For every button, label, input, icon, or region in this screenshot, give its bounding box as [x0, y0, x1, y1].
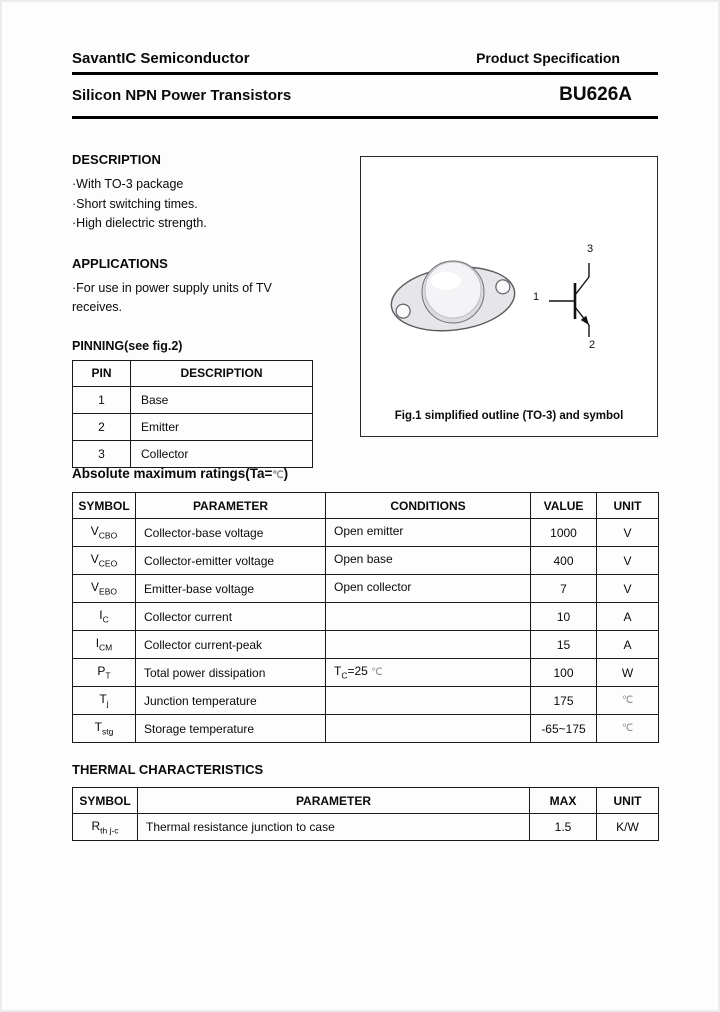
max-cell: 1.5: [530, 814, 597, 841]
conditions-cell: [326, 631, 531, 659]
ratings-row: [73, 631, 659, 659]
col-header-parameter: PARAMETER: [136, 493, 326, 519]
parameter-cell: Collector current: [136, 603, 326, 631]
ratings-row: [73, 659, 659, 687]
page-header: [72, 50, 658, 67]
symbol-cell: $R_{th j-c}$: [73, 814, 138, 841]
left-column: [72, 152, 324, 468]
npn-transistor-symbol-icon: [547, 257, 597, 345]
pin-number-cell: 3: [73, 440, 131, 467]
value-cell: 7: [531, 575, 597, 603]
header-rule: [72, 72, 658, 75]
unit-cell: ℃: [597, 715, 659, 743]
unit-cell: K/W: [597, 814, 659, 841]
ratings-row: [73, 547, 659, 575]
base-pin-label: 1: [533, 291, 540, 303]
symbol-cell: $I_{CM}$: [73, 631, 136, 659]
symbol-cell: $V_{CBO}$: [73, 519, 136, 547]
applications-item: ·For use in power supply units of TV receives.: [72, 280, 272, 314]
thermal-row: [73, 814, 659, 841]
product-spec-label: Product Specification: [476, 50, 620, 66]
ratings-heading-close: ): [283, 466, 289, 481]
pin-description-cell: Collector: [131, 440, 313, 467]
applications-list: [72, 279, 324, 318]
title-rule: [72, 116, 658, 119]
symbol-cell: $V_{EBO}$: [73, 575, 136, 603]
unit-cell: V: [597, 575, 659, 603]
description-col-header: DESCRIPTION: [131, 360, 313, 386]
company-name: SavantIC Semiconductor: [72, 50, 250, 67]
value-cell: 15: [531, 631, 597, 659]
part-number: BU626A: [559, 84, 632, 105]
applications-heading: APPLICATIONS: [72, 255, 168, 271]
parameter-cell: Storage temperature: [136, 715, 326, 743]
parameter-cell: Collector-emitter voltage: [136, 547, 326, 575]
description-item: ·Short switching times.: [72, 196, 198, 211]
pinning-row: [73, 386, 313, 413]
pinning-row: [73, 413, 313, 440]
conditions-cell: Open collector: [326, 575, 531, 603]
unit-cell: ℃: [597, 687, 659, 715]
title-row: [72, 84, 658, 106]
thermal-table: [72, 787, 659, 841]
pin-number-cell: 1: [73, 386, 131, 413]
unit-cell: A: [597, 631, 659, 659]
parameter-cell: Junction temperature: [136, 687, 326, 715]
ratings-row: [73, 687, 659, 715]
unit-cell: V: [597, 519, 659, 547]
value-cell: -65~175: [531, 715, 597, 743]
value-cell: 1000: [531, 519, 597, 547]
conditions-cell: $T_C=25$ ℃: [326, 659, 531, 687]
description-item: ·High dielectric strength.: [72, 216, 207, 230]
parameter-cell: Total power dissipation: [136, 659, 326, 687]
ratings-table: [72, 492, 659, 743]
col-header-value: VALUE: [531, 493, 597, 519]
parameter-cell: Thermal resistance junction to case: [138, 814, 530, 841]
to3-package-drawing: [387, 251, 519, 343]
value-cell: 100: [531, 659, 597, 687]
col-header-parameter: PARAMETER: [138, 788, 530, 814]
parameter-cell: Emitter-base voltage: [136, 575, 326, 603]
unit-cell: A: [597, 603, 659, 631]
col-header-unit: UNIT: [597, 788, 659, 814]
symbol-cell: $T_j$: [73, 687, 136, 715]
ratings-heading: [72, 466, 288, 481]
col-header-max: MAX: [530, 788, 597, 814]
unit-cell: W: [597, 659, 659, 687]
pinning-header-row: [73, 360, 313, 386]
col-header-unit: UNIT: [597, 493, 659, 519]
ratings-row: [73, 575, 659, 603]
conditions-cell: Open base: [326, 547, 531, 575]
pin-description-cell: Base: [131, 386, 313, 413]
ratings-row: [73, 603, 659, 631]
description-heading: DESCRIPTION: [72, 152, 161, 167]
figure-caption: Fig.1 simplified outline (TO-3) and symbol: [394, 410, 624, 422]
value-cell: 10: [531, 603, 597, 631]
unit-cell: V: [597, 547, 659, 575]
description-list: [72, 175, 324, 234]
ratings-row: [73, 715, 659, 743]
conditions-cell: [326, 687, 531, 715]
symbol-cell: $P_T$: [73, 659, 136, 687]
pin-description-cell: Emitter: [131, 413, 313, 440]
pinning-table: [72, 360, 313, 468]
pin-number-cell: 2: [73, 413, 131, 440]
value-cell: 400: [531, 547, 597, 575]
pin-col-header: PIN: [73, 360, 131, 386]
ratings-heading-text: Absolute maximum ratings(Ta=: [72, 466, 273, 481]
page-title: Silicon NPN Power Transistors: [72, 87, 292, 104]
symbol-cell: $I_C$: [73, 603, 136, 631]
degree-glyph: ℃: [272, 470, 284, 481]
parameter-cell: Collector-base voltage: [136, 519, 326, 547]
thermal-header-row: [73, 788, 659, 814]
pinning-heading: PINNING(see fig.2): [72, 338, 183, 353]
col-header-symbol: SYMBOL: [73, 788, 138, 814]
symbol-cell: $V_{CEO}$: [73, 547, 136, 575]
collector-pin-label: 3: [587, 243, 594, 255]
figure-box: [360, 156, 658, 437]
ratings-row: [73, 519, 659, 547]
value-cell: 175: [531, 687, 597, 715]
conditions-cell: Open emitter: [326, 519, 531, 547]
conditions-cell: [326, 603, 531, 631]
col-header-conditions: CONDITIONS: [326, 493, 531, 519]
description-item: ·With TO-3 package: [72, 177, 184, 191]
ratings-header-row: [73, 493, 659, 519]
pinning-row: [73, 440, 313, 467]
emitter-pin-label: 2: [589, 339, 596, 351]
symbol-cell: $T_{stg}$: [73, 715, 136, 743]
col-header-symbol: SYMBOL: [73, 493, 136, 519]
conditions-cell: [326, 715, 531, 743]
parameter-cell: Collector current-peak: [136, 631, 326, 659]
thermal-heading: THERMAL CHARACTERISTICS: [72, 762, 264, 777]
